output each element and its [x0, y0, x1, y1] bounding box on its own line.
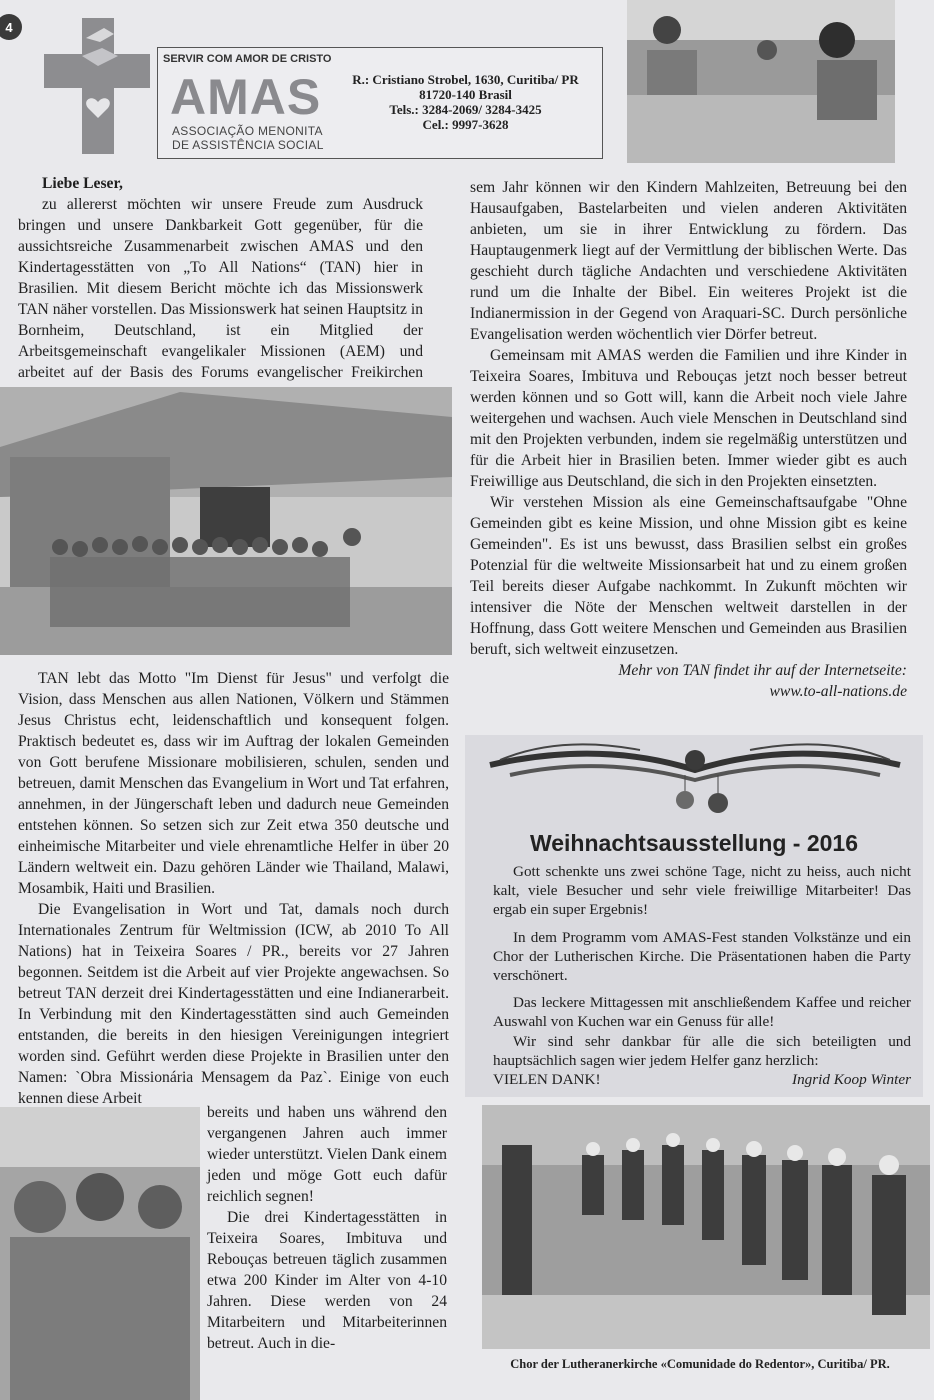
address-line-3: Tels.: 3284-2069/ 3284-3425 — [389, 102, 542, 117]
christmas-title: Weihnachtsausstellung - 2016 — [529, 830, 859, 856]
address-line-2: 81720-140 Brasil — [419, 87, 512, 102]
mission-paragraph: Wir verstehen Mission als eine Gemeinschaftsaufgabe "Ohne Gemeinden gibt es keine Mission, und ohne Mission gibt es keine Gemeinden". Es ist uns bewusst, dass Brasilien selbst ein großes Potenzial für die weltweite Missionsarbeit hat und zu einem großen Teil bereits dieser Aufgabe nachkommt. In Zukunft möchten wir intensiver die Nöte der Menschen weltweit darstellen in der Hoffnung, dass Gott weitere Menschen und Gemeinden aus Brasilien beruft, sich weltweit einzusetzen. — [470, 494, 907, 658]
christmas-text — [493, 862, 911, 1089]
christmas-p4: Wir sind sehr dankbar für alle die sich beteiligten und hauptsächlich sagen wier jedem Helfer ganz herzlich: — [493, 1032, 911, 1069]
christmas-closing — [493, 1070, 911, 1089]
website-link[interactable]: www.to-all-nations.de — [769, 683, 907, 700]
address-line-4: Cel.: 9997-3628 — [422, 117, 509, 132]
thanks-paragraph: bereits und haben uns während den vergangenen Jahren auch immer wieder unterstützt. Vielen Dank einem jeden und möge Gott euch dafür reichlich segnen! — [207, 1104, 447, 1205]
kitas-paragraph: Die drei Kindertagesstätten in Teixeira Soares, Imbituva und Rebouças betreuen täglich zusammen etwa 200 Kinder im Alter von 4-10 Jahren. Diese werden von 24 Mitarbeitern und Mitarbeiterinnen betreut. Auch in die- — [207, 1209, 447, 1352]
christmas-p2: In dem Programm vom AMAS-Fest standen Volkstänze und ein Chor der Lutherischen Kirche. Die Präsentationen haben die Party verschönert. — [493, 928, 911, 985]
intro-text-block — [18, 173, 423, 404]
org-line-2: DE ASSISTÊNCIA SOCIAL — [172, 138, 324, 152]
christmas-thanks: VIELEN DANK! — [493, 1071, 601, 1089]
more-info-line: Mehr von TAN findet ihr auf der Internetseite: — [618, 662, 907, 679]
tan-motto-paragraph: TAN lebt das Motto "Im Dienst für Jesus" und verfolgt die Vision, dass Menschen aus allen Nationen, Völkern und Stämmen Jesus Christus echt, leidenschaftlich und konsequent folgen. Praktisch bedeutet es, dass wir im Auftrag der lokalen Gemeinden von Gott berufene Missionare mobilisieren, schulen, senden und betreuen, damit Menschen das Evangelium in Wort und Tat erfahren, annehmen, in der Jüngerschaft leben und dadurch neue Gemeinden entstehen können. So setzen sich zur Zeit etwa 350 deutsche und einheimische Mitarbeiter und viele ehrenamtliche Helfer in über 20 Ländern weltweit ein. Dazu gehören Länder wie Thailand, Malawi, Mosambik, Haiti und Brasilien. — [18, 670, 449, 897]
children-smiling-photo — [0, 1107, 200, 1400]
right-column-text — [470, 177, 907, 702]
children-table-photo — [627, 0, 895, 163]
amas-cross-logo — [42, 16, 152, 156]
evangelisation-paragraph: Die Evangelisation in Wort und Tat, damals noch durch Internationales Zentrum für Weltmission (ICW, ab 2010 To All Nations) hat in Teixeira Soares / PR., bereits vor 27 Jahren begonnen. Seitdem ist die Arbeit auf vier Projekte angewachsen. So betreut TAN derzeit drei Kindertagesstätten und eine Indianerarbeit. In Verbindung mit den Kindertagesstätten sind auch Gemeinden entstanden, die bereits in den hiesigen Vereinigungen integriert worden sind. Geführt werden diese Projekte in Brasilien unter den Namen: `Obra Missionária Mensagem da Paz`. Einige von euch kennen diese Arbeit — [18, 901, 449, 1107]
header-tagline: SERVIR COM AMOR DE CRISTO — [163, 53, 332, 65]
header-brand: AMAS — [170, 69, 322, 125]
org-line-1: ASSOCIAÇÃO MENONITA — [172, 124, 323, 138]
tan-text-block — [18, 668, 449, 1109]
christmas-garland-decoration — [480, 725, 910, 825]
amas-partnership-paragraph: Gemeinsam mit AMAS werden die Familien und ihre Kinder in Teixeira Soares, Imbituva und Rebouças jetzt noch besser betreut werden können und so Gott will, kann die Arbeit noch viele Jahre weitergehen und wachsen. Auch viele Menschen in Deutschland sind mit den Projekten verbunden, indem sie regelmäßig unterstützen und für die Arbeit hier in Brasilien beten. Immer wieder gibt es auch Freiwillige aus Deutschland, die sich in den Projekten einsetzten. — [470, 347, 907, 490]
address-line-1: R.: Cristiano Strobel, 1630, Curitiba/ PR — [352, 72, 579, 87]
choir-photo — [482, 1105, 930, 1349]
christmas-signature: Ingrid Koop Winter — [792, 1071, 911, 1089]
wrap-text-block — [207, 1102, 447, 1354]
christmas-p3: Das leckere Mittagessen mit anschließendem Kaffee und reicher Auswahl von Kuchen war ein Genuss für alle! — [493, 994, 911, 1031]
activities-paragraph: sem Jahr können wir den Kindern Mahlzeiten, Betreuung bei den Hausaufgaben, Bastelarbeiten und vielen anderen Aktivitäten anbieten, um sie in ihrer Entwicklung zu fördern. Das Hauptaugenmerk liegt auf der Vermittlung der biblischen Werte. Das geschieht durch tägliche Andachten und verschiedene Aktivitäten rund um die Inhalte der Bibel. Ein weiteres Projekt ist die Indianermission in der Gegend von Araquari-SC. Durch persönliche Evangelisation werden wöchentlich vier Dörfer betreut. — [470, 179, 907, 343]
christmas-p1: Gott schenkte uns zwei schöne Tage, nicht zu heiss, auch nicht kalt, viele Besucher und sehr viele freiwillige Mitarbeiter! Das ergab ein super Ergebnis! — [493, 863, 911, 919]
header-address — [318, 72, 613, 132]
header-org-name — [172, 124, 324, 152]
intro-paragraph: zu allererst möchten wir unsere Freude zum Ausdruck bringen und unsere Dankbarkeit Gott gegenüber, für die aussichtsreiche Zusammenarbeit zwischen AMAS und den Kindertagesstätten von „To All Nations“ (TAN) hier in Brasilien. Mit diesem Bericht möchte ich das Missionswerk TAN näher vorstellen. Das Missionswerk hat seinen Hauptsitz in Bornheim, Deutschland, ist ein Mitglied der Arbeitsgemeinschaft evangelikaler Missionen (AEM) und arbeitet auf der Basis des Forums evangelischer Freikirchen — [18, 196, 423, 381]
greeting: Liebe Leser, — [42, 175, 123, 192]
page-number: 4 — [0, 14, 22, 40]
choir-photo-caption: Chor der Lutheranerkirche «Comunidade do Redentor», Curitiba/ PR. — [510, 1357, 890, 1371]
group-photo-kindergarten — [0, 387, 452, 655]
